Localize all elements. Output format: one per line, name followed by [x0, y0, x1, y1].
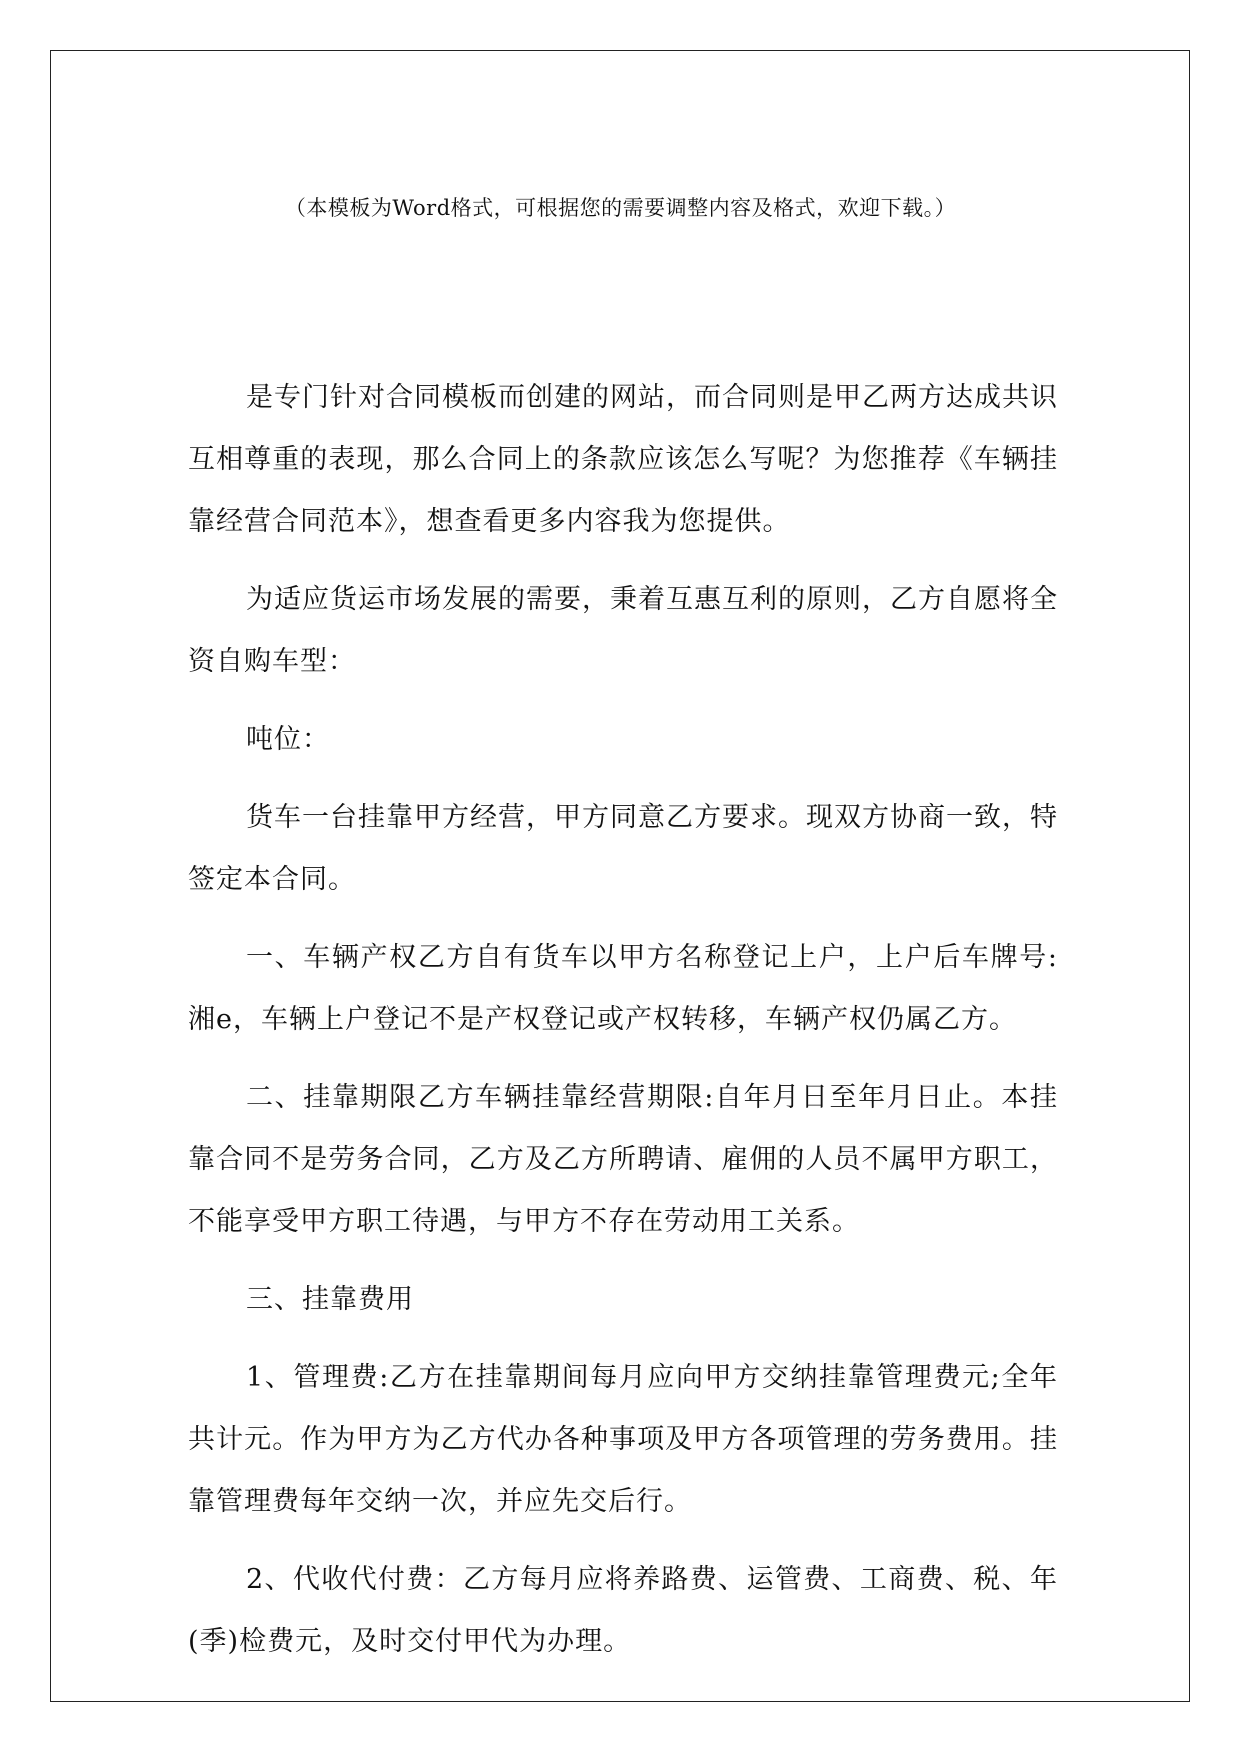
paragraph-fee-1: 1、管理费:乙方在挂靠期间每月应向甲方交纳挂靠管理费元;全年共计元。作为甲方为乙方代办各种事项及甲方各项管理的劳务费用。挂靠管理费每年交纳一次，并应先交后行。 [188, 1362, 1058, 1517]
paragraph-tonnage: 吨位： [246, 724, 330, 755]
paragraph-clause-1: 一、车辆产权乙方自有货车以甲方名称登记上户，上户后车牌号:湘e，车辆上户登记不是产权登记或产权转移，车辆产权仍属乙方。 [188, 942, 1058, 1035]
paragraph-agreement: 货车一台挂靠甲方经营，甲方同意乙方要求。现双方协商一致，特签定本合同。 [188, 802, 1058, 895]
paragraph-fee-2: 2、代收代付费：乙方每月应将养路费、运管费、工商费、税、年(季)检费元，及时交付甲代为办理。 [188, 1564, 1058, 1657]
paragraph-clause-2: 二、挂靠期限乙方车辆挂靠经营期限:自年月日至年月日止。本挂靠合同不是劳务合同，乙方及乙方所聘请、雇佣的人员不属甲方职工，不能享受甲方职工待遇，与甲方不存在劳动用工关系。 [188, 1082, 1058, 1237]
template-note: （本模板为Word格式，可根据您的需要调整内容及格式，欢迎下载。） [284, 196, 957, 220]
paragraph-purpose: 为适应货运市场发展的需要，秉着互惠互利的原则，乙方自愿将全资自购车型： [188, 584, 1058, 677]
paragraph-intro: 是专门针对合同模板而创建的网站，而合同则是甲乙两方达成共识互相尊重的表现，那么合同上的条款应该怎么写呢？为您推荐《车辆挂靠经营合同范本》，想查看更多内容我为您提供。 [188, 382, 1058, 537]
paragraph-clause-3-heading: 三、挂靠费用 [246, 1284, 414, 1315]
document-body [188, 367, 1058, 1689]
